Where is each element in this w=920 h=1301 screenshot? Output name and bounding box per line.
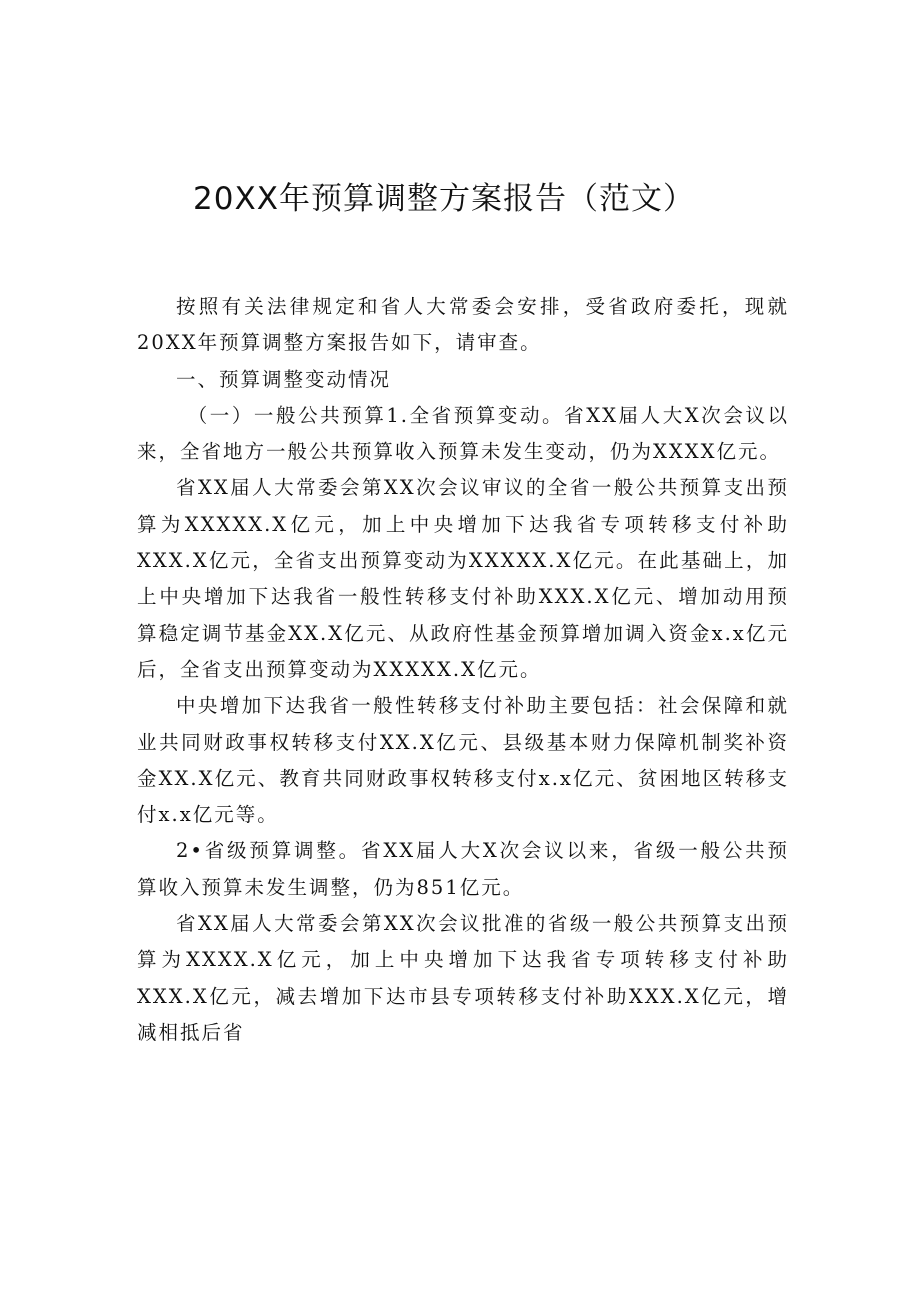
intro-paragraph: 按照有关法律规定和省人大常委会安排，受省政府委托，现就20XX年预算调整方案报告如下，请审查。 <box>137 295 789 355</box>
body-paragraph: 省XX届人大常委会第XX次会议批准的省级一般公共预算支出预算为XXXX.X亿元，加上中央增加下达我省专项转移支付补助XXX.X亿元，减去增加下达市县专项转移支付补助XXX.X亿元，增减相抵后省 <box>137 912 789 1044</box>
body-paragraph: 2•省级预算调整。省XX届人大X次会议以来，省级一般公共预算收入预算未发生调整，仍为851亿元。 <box>137 839 789 899</box>
body-paragraph: 省XX届人大常委会第XX次会议审议的全省一般公共预算支出预算为XXXXX.X亿元，加上中央增加下达我省专项转移支付补助XXX.X亿元，全省支出预算变动为XXXXX.X亿元。在此基础上，加上中央增加下达我省一般性转移支付补助XXX.X亿元、增加动用预算稳定调节基金XX.X亿元、从政府性基金预算增加调入资金x.x亿元后，全省支出预算变动为XXXXX.X亿元。 <box>137 476 789 681</box>
document-body <box>137 289 789 1051</box>
subsection-paragraph: （一）一般公共预算1.全省预算变动。省XX届人大X次会议以来，全省地方一般公共预算收入预算未发生变动，仍为XXXX亿元。 <box>137 403 789 464</box>
section-heading: 一、预算调整变动情况 <box>176 367 392 391</box>
document-title: 20XX年预算调整方案报告（范文） <box>193 181 695 217</box>
body-paragraph: 中央增加下达我省一般性转移支付补助主要包括：社会保障和就业共同财政事权转移支付XX.X亿元、县级基本财力保障机制奖补资金XX.X亿元、教育共同财政事权转移支付x.x亿元、贫困地区转移支付x.x亿元等。 <box>137 694 789 827</box>
